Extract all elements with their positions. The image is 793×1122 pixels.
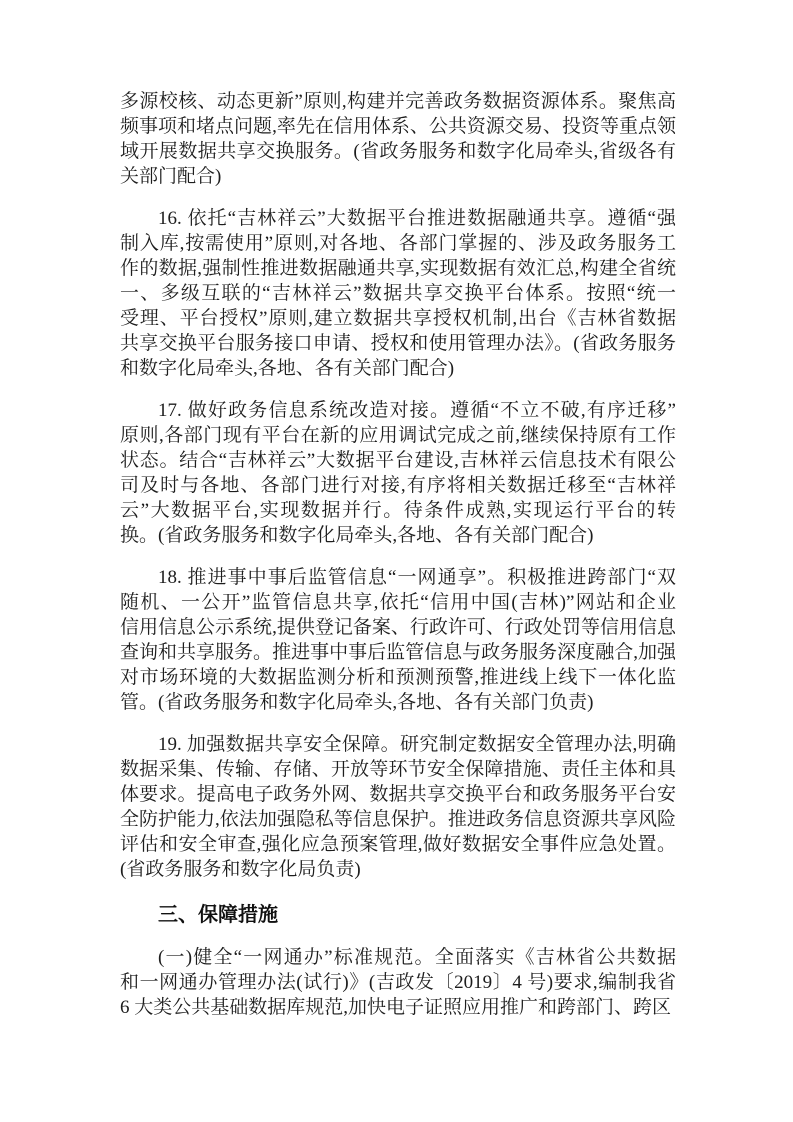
- paragraph-19: [120, 732, 676, 882]
- text-line: 信用信息公示系统,提供登记备案、行政许可、行政处罚等信用信息: [120, 617, 676, 638]
- text-line: 18. 推进事中事后监管信息“一网通享”。积极推进跨部门“双: [158, 567, 676, 588]
- paragraph-15-continuation: [120, 89, 676, 189]
- text-line: 制入库,按需使用”原则,对各地、各部门掌握的、涉及政务服务工: [120, 233, 676, 254]
- text-line: 16. 依托“吉林祥云”大数据平台推进数据融通共享。遵循“强: [158, 208, 676, 229]
- text-line: 换。(省政务服务和数字化局牵头,各地、各有关部门配合): [120, 525, 594, 546]
- text-line: 全防护能力,依法加强隐私等信息保护。推进政务信息资源共享风险: [120, 809, 676, 830]
- section-heading-3: 三、保障措施: [158, 904, 278, 926]
- text-line: 一、多级互联的“吉林祥云”数据共享交换平台体系。按照“统一: [120, 283, 676, 304]
- text-line: 和数字化局牵头,各地、各有关部门配合): [120, 358, 455, 379]
- paragraph-17: [120, 398, 676, 548]
- text-line: (省政务服务和数字化局负责): [120, 859, 361, 880]
- text-line: 19. 加强数据共享安全保障。研究制定数据安全管理办法,明确: [158, 734, 676, 755]
- text-line: 和一网通办管理办法(试行)》(吉政发〔2019〕4 号)要求,编制我省: [120, 972, 676, 993]
- text-line: 共享交换平台服务接口申请、授权和使用管理办法》。(省政务服务: [120, 333, 676, 354]
- text-line: 受理、平台授权”原则,建立数据共享授权机制,出台《吉林省数据: [120, 308, 676, 329]
- text-line: 域开展数据共享交换服务。(省政务服务和数字化局牵头,省级各有: [120, 141, 676, 162]
- text-line: 评估和安全审查,强化应急预案管理,做好数据安全事件应急处置。: [120, 834, 676, 855]
- text-line: 频事项和堵点问题,率先在信用体系、公共资源交易、投资等重点领: [120, 116, 676, 137]
- text-line: 司及时与各地、各部门进行对接,有序将相关数据迁移至“吉林祥: [120, 475, 676, 496]
- text-line: 多源校核、动态更新”原则,构建并完善政务数据资源体系。聚焦高: [120, 91, 676, 112]
- text-line: 云”大数据平台,实现数据并行。待条件成熟,实现运行平台的转: [120, 500, 676, 521]
- text-line: 数据采集、传输、存储、开放等环节安全保障措施、责任主体和具: [120, 759, 676, 780]
- text-line: 随机、一公开”监管信息共享,依托“信用中国(吉林)”网站和企业: [120, 592, 676, 613]
- paragraph-section3-item1: [120, 945, 676, 1020]
- text-line: 作的数据,强制性推进数据融通共享,实现数据有效汇总,构建全省统: [120, 258, 676, 279]
- text-line: 对市场环境的大数据监测分析和预测预警,推进线上线下一体化监: [120, 667, 676, 688]
- paragraph-16: [120, 206, 676, 381]
- text-line: 管。(省政务服务和数字化局牵头,各地、各有关部门负责): [120, 692, 594, 713]
- text-line: 17. 做好政务信息系统改造对接。遵循“不立不破,有序迁移”: [158, 400, 676, 421]
- text-line: (一)健全“一网通办”标准规范。全面落实《吉林省公共数据: [158, 947, 676, 968]
- text-line: 6 大类公共基础数据库规范,加快电子证照应用推广和跨部门、跨区: [120, 997, 672, 1018]
- text-line: 体要求。提高电子政务外网、数据共享交换平台和政务服务平台安: [120, 784, 676, 805]
- text-line: 状态。结合“吉林祥云”大数据平台建设,吉林祥云信息技术有限公: [120, 450, 676, 471]
- text-line: 原则,各部门现有平台在新的应用调试完成之前,继续保持原有工作: [120, 425, 676, 446]
- text-line: 关部门配合): [120, 166, 222, 187]
- paragraph-18: [120, 565, 676, 715]
- text-line: 查询和共享服务。推进事中事后监管信息与政务服务深度融合,加强: [120, 642, 676, 663]
